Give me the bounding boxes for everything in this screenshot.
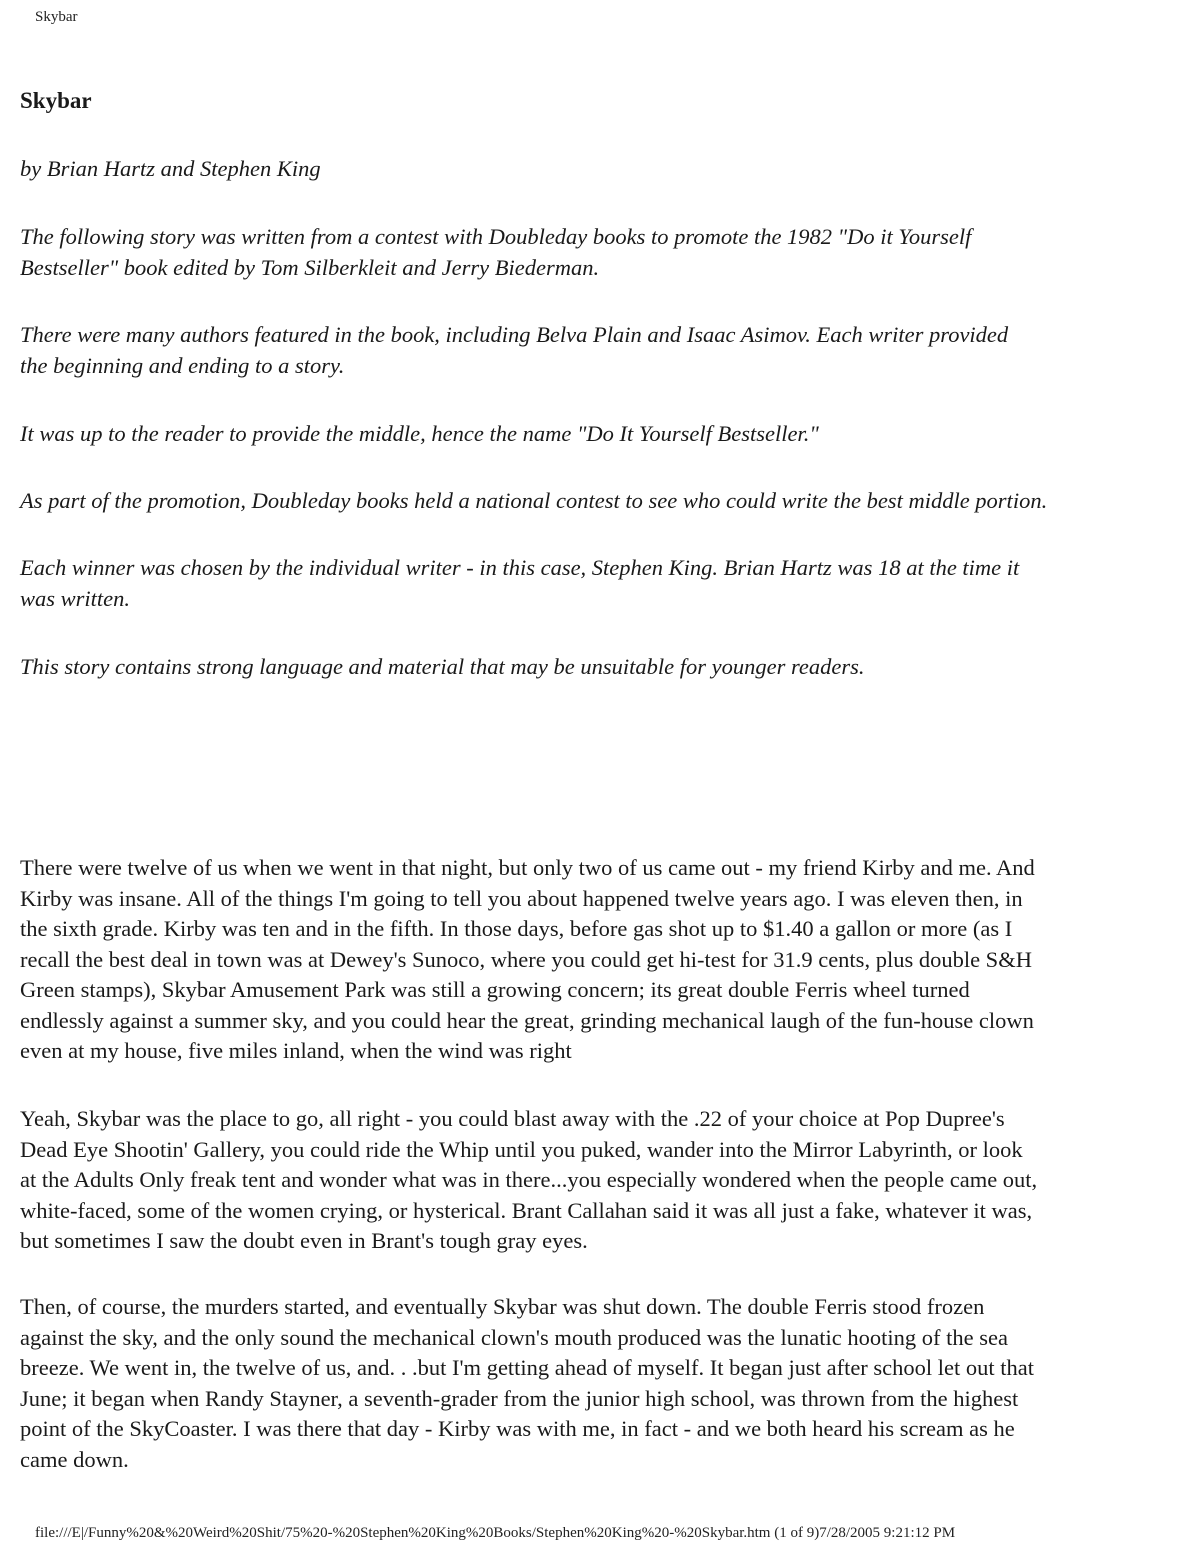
intro-paragraph-6 bbox=[20, 651, 1182, 682]
text-line: white-faced, some of the women crying, or hysterical. Brant Callahan said it was all just a fake, whatever it was, bbox=[20, 1197, 1033, 1223]
text-line: at the Adults Only freak tent and wonder what was in there...you especially wondered when the people came out, bbox=[20, 1167, 1038, 1192]
intro-paragraph-1 bbox=[20, 221, 1182, 283]
text-line: recall the best deal in town was at Dewey's Sunoco, where you could get hi-test for 31.9 cents, plus double S&H bbox=[20, 946, 1032, 972]
text-line: June; it began when Randy Stayner, a seventh-grader from the junior high school, was thrown from the highest bbox=[20, 1385, 1019, 1411]
text-line: Kirby was insane. All of the things I'm going to tell you about happened twelve years ago. I was eleven then, in bbox=[20, 885, 1023, 911]
text-line: The following story was written from a contest with Doubleday books to promote the 1982 "Do it Yourself bbox=[20, 224, 972, 249]
text-line: Each winner was chosen by the individual writer - in this case, Stephen King. Brian Hartz was 18 at the time it bbox=[20, 555, 1020, 580]
text-line: This story contains strong language and material that may be unsuitable for younger readers. bbox=[20, 654, 865, 679]
text-line: Green stamps), Skybar Amusement Park was still a growing concern; its great double Ferris wheel turned bbox=[20, 977, 970, 1002]
text-line: came down. bbox=[20, 1446, 129, 1472]
text-line: even at my house, five miles inland, when the wind was right bbox=[20, 1038, 572, 1063]
print-footer-file-path: file:///E|/Funny%20&%20Weird%20Shit/75%20-%20Stephen%20King%20Books/Stephen%20King%20-%20Skybar.htm (1 of 9)7/28/2005 9:21:12 PM bbox=[35, 1525, 956, 1541]
intro-paragraph-4 bbox=[20, 485, 1182, 516]
text-line: endlessly against a summer sky, and you could hear the great, grinding mechanical laugh of the fun-house clown bbox=[20, 1007, 1034, 1033]
text-line: against the sky, and the only sound the mechanical clown's mouth produced was the lunatic hooting of the sea bbox=[20, 1324, 1008, 1350]
text-line: point of the SkyCoaster. I was there that day - Kirby was with me, in fact - and we both heard his scream as he bbox=[20, 1416, 1015, 1441]
text-line: It was up to the reader to provide the middle, hence the name "Do It Yourself Bestseller." bbox=[20, 421, 819, 446]
text-line: As part of the promotion, Doubleday books held a national contest to see who could write the best middle portion. bbox=[20, 488, 1048, 513]
intro-paragraph-5 bbox=[20, 552, 1182, 614]
text-line: was written. bbox=[20, 586, 131, 611]
intro-paragraph-3 bbox=[20, 418, 1182, 449]
text-line: There were many authors featured in the book, including Belva Plain and Isaac Asimov. Each writer provided bbox=[20, 322, 1009, 347]
document-title: Skybar bbox=[20, 88, 92, 113]
text-line: Yeah, Skybar was the place to go, all right - you could blast away with the .22 of your choice at Pop Dupree's bbox=[20, 1106, 1005, 1131]
intro-paragraph-2 bbox=[20, 319, 1182, 381]
print-header-title: Skybar bbox=[35, 9, 78, 25]
byline: by Brian Hartz and Stephen King bbox=[20, 156, 321, 181]
text-line: There were twelve of us when we went in that night, but only two of us came out - my friend Kirby and me. And bbox=[20, 855, 1035, 880]
text-line: the sixth grade. Kirby was ten and in the fifth. In those days, before gas shot up to $1.40 a gallon or more (as I bbox=[20, 916, 1013, 941]
story-paragraph-3 bbox=[20, 1292, 1182, 1475]
text-line: Bestseller" book edited by Tom Silberkleit and Jerry Biederman. bbox=[20, 255, 600, 280]
text-line: breeze. We went in, the twelve of us, and. . .but I'm getting ahead of myself. It began just after school let out that bbox=[20, 1355, 1035, 1380]
text-line: the beginning and ending to a story. bbox=[20, 353, 345, 378]
story-paragraph-2 bbox=[20, 1104, 1182, 1257]
text-line: Then, of course, the murders started, and eventually Skybar was shut down. The double Ferris stood frozen bbox=[20, 1294, 985, 1319]
text-line: but sometimes I saw the doubt even in Brant's tough gray eyes. bbox=[20, 1228, 588, 1253]
text-line: Dead Eye Shootin' Gallery, you could ride the Whip until you puked, wander into the Mirror Labyrinth, or look bbox=[20, 1136, 1023, 1162]
story-paragraph-1 bbox=[20, 853, 1182, 1067]
